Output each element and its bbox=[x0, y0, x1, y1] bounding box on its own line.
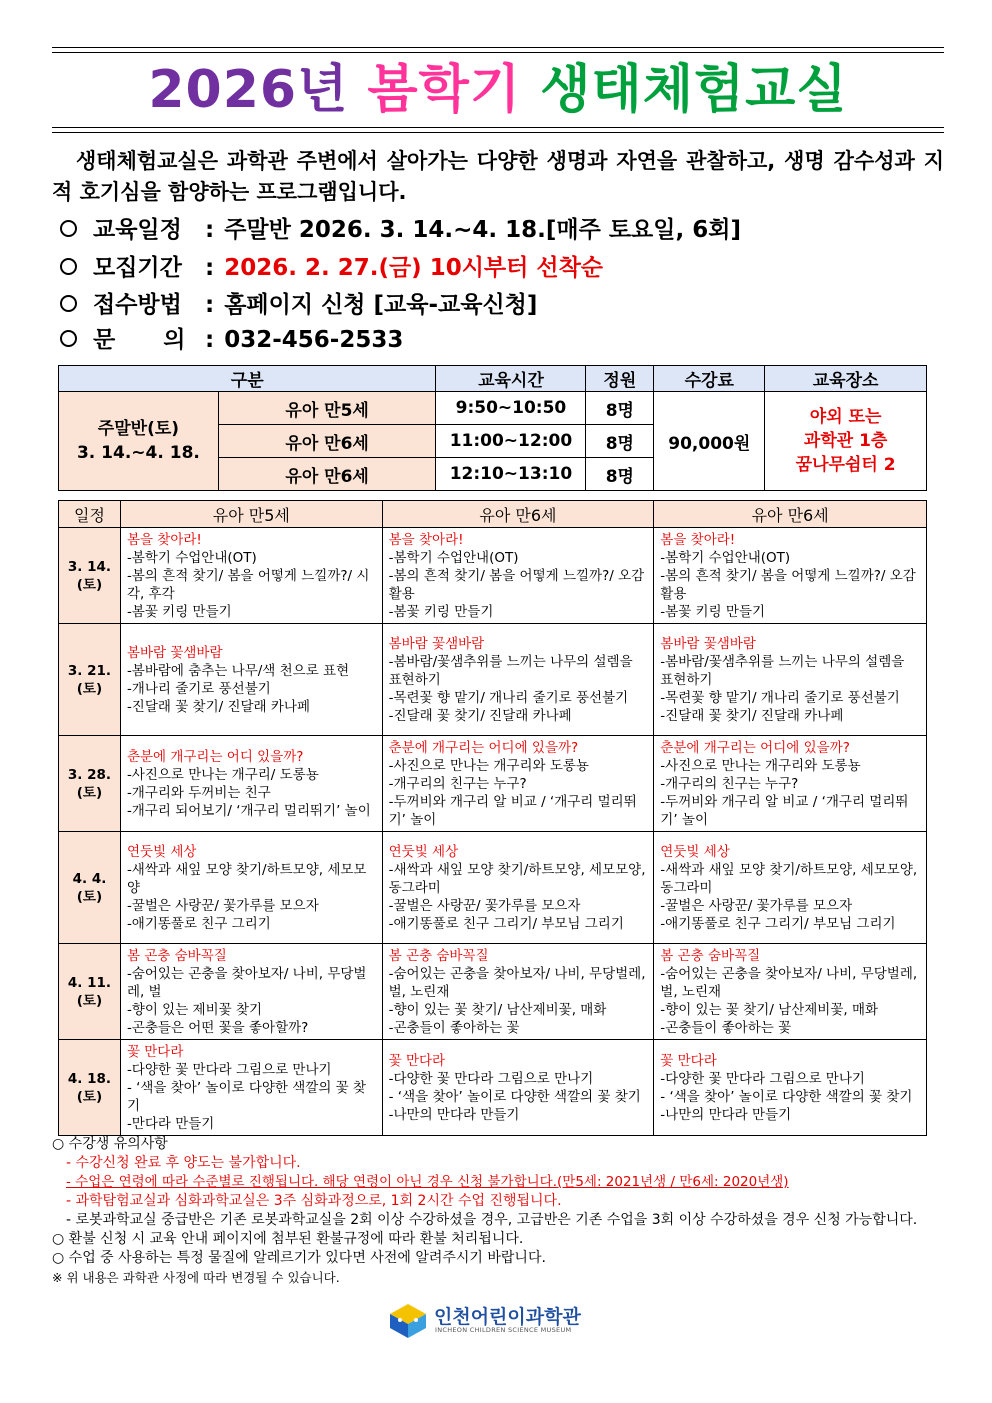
activity-line: -곤충들이 좋아하는 꽃 bbox=[660, 1019, 792, 1036]
activity-line: -목련꽃 향 맡기/ 개나리 줄기로 풍선불기 bbox=[388, 689, 629, 706]
info-recruit: 모집기간 : 2026. 2. 27.(금) 10시부터 선착순 bbox=[60, 253, 603, 283]
class-time: 12:10~13:10 bbox=[436, 458, 586, 491]
activity-line: -꿀벌은 사랑꾼/ 꽃가루를 모으자 bbox=[660, 897, 853, 914]
activity-line: -곤충들이 좋아하는 꽃 bbox=[388, 1019, 520, 1036]
title-program: 생태체험교실 bbox=[540, 60, 848, 120]
schedule-date-day: 3. 14. bbox=[67, 558, 112, 575]
activity-line: -진달래 꽃 찾기/ 진달래 카나페 bbox=[660, 707, 844, 724]
info-schedule: 교육일정 : 주말반 2026. 3. 14.~4. 18.[매주 토요일, 6회] bbox=[60, 215, 741, 245]
info-value: 032-456-2533 bbox=[224, 327, 404, 353]
place-cell bbox=[765, 392, 927, 491]
schedule-cell bbox=[654, 944, 927, 1040]
schedule-date bbox=[59, 944, 121, 1040]
schedule-header: 유아 만6세 bbox=[654, 501, 927, 528]
activity-title: 연둣빛 세상 bbox=[660, 843, 730, 860]
schedule-row bbox=[59, 624, 927, 736]
schedule-cell bbox=[120, 736, 382, 832]
activity-title: 연둣빛 세상 bbox=[126, 843, 197, 860]
info-apply: 접수방법 : 홈페이지 신청 [교육-교육신청] bbox=[60, 290, 537, 320]
schedule-date bbox=[59, 736, 121, 832]
activity-line: - ‘색을 찾아’ 놀이로 다양한 색깔의 꽃 찾기 bbox=[388, 1088, 641, 1105]
info-contact: 문 의 : 032-456-2533 bbox=[60, 325, 403, 355]
capacity: 8명 bbox=[586, 425, 654, 458]
activity-title: 봄 곤충 숨바꼭질 bbox=[660, 947, 761, 964]
schedule-row bbox=[59, 944, 927, 1040]
activity-title: 춘분에 개구리는 어디에 있을까? bbox=[660, 739, 850, 756]
activity-line: -봄학기 수업안내(OT) bbox=[660, 549, 791, 566]
activity-line: -애기똥풀로 친구 그리기/ 부모님 그리기 bbox=[388, 915, 624, 932]
activity-title: 꽃 만다라 bbox=[660, 1052, 717, 1069]
activity-title: 꽃 만다라 bbox=[126, 1043, 184, 1060]
activity-line: -나만의 만다라 만들기 bbox=[660, 1106, 792, 1123]
circle-bullet-icon bbox=[60, 295, 77, 312]
activity-line: -새싹과 새잎 모양 찾기/하트모양, 세모모양 bbox=[126, 861, 367, 896]
circle-bullet-icon bbox=[60, 220, 77, 237]
activity-line: -개나리 줄기로 풍선불기 bbox=[126, 680, 271, 697]
activity-line: -개구리 되어보기/ ‘개구리 멀리뛰기’ 놀이 bbox=[126, 802, 371, 819]
activity-line: -꿀벌은 사랑꾼/ 꽃가루를 모으자 bbox=[126, 897, 319, 914]
note-item: - 로봇과학교실 중급반은 기존 로봇과학교실을 2회 이상 수강하셨을 경우, 고급반은 기존 수업을 3회 이상 수강하셨을 경우 신청 가능합니다. bbox=[66, 1212, 918, 1228]
schedule-header: 일정 bbox=[59, 501, 121, 528]
activity-title: 연둣빛 세상 bbox=[388, 843, 459, 860]
schedule-cell bbox=[382, 832, 654, 944]
schedule-row bbox=[59, 832, 927, 944]
summary-header: 구분 bbox=[59, 366, 436, 392]
place-line: 야외 또는 bbox=[809, 407, 882, 427]
footnote: ※ 위 내용은 과학관 사정에 따라 변경될 수 있습니다. bbox=[52, 1270, 340, 1285]
activity-line: -진달래 꽃 찾기/ 진달래 카나페 bbox=[126, 698, 311, 715]
activity-line: -향이 있는 꽃 찾기/ 남산제비꽃, 매화 bbox=[388, 1001, 607, 1018]
fee: 90,000원 bbox=[654, 392, 765, 491]
summary-header: 정원 bbox=[586, 366, 654, 392]
info-label: 문 의 bbox=[93, 327, 186, 353]
place-line: 과학관 1층 bbox=[803, 431, 888, 451]
note-extra: ○ 수업 중 사용하는 특정 물질에 알레르기가 있다면 사전에 알려주시기 바랍니다. bbox=[52, 1250, 546, 1266]
logo-name: 인천어린이과학관 bbox=[434, 1306, 581, 1328]
activity-line: -사진으로 만나는 개구리와 도롱뇽 bbox=[388, 757, 589, 774]
schedule-date bbox=[59, 528, 121, 624]
notes-heading: ○ 수강생 유의사항 bbox=[52, 1136, 168, 1152]
schedule-date-day: 4. 18. bbox=[67, 1070, 112, 1087]
schedule-date-day: 4. 11. bbox=[67, 974, 112, 991]
info-value: 홈페이지 신청 [교육-교육신청] bbox=[224, 292, 538, 318]
schedule-cell bbox=[654, 1040, 927, 1136]
schedule-row bbox=[59, 736, 927, 832]
notes-section bbox=[52, 1135, 944, 1287]
activity-line: -애기똥풀로 친구 그리기/ 부모님 그리기 bbox=[660, 915, 896, 932]
activity-line: -두꺼비와 개구리 알 비교 / ‘개구리 멀리뛰기’ 놀이 bbox=[660, 793, 909, 828]
activity-line: -봄꽃 키링 만들기 bbox=[388, 603, 494, 620]
activity-title: 봄바람 꽃샘바람 bbox=[126, 644, 223, 661]
class-time: 11:00~12:00 bbox=[436, 425, 586, 458]
activity-line: -사진으로 만나는 개구리/ 도롱뇽 bbox=[126, 766, 319, 783]
summary-table bbox=[58, 365, 927, 491]
activity-line: -새싹과 새잎 모양 찾기/하트모양, 세모모양, 동그라미 bbox=[388, 861, 646, 896]
activity-line: -다양한 꽃 만다라 그림으로 만나기 bbox=[388, 1070, 594, 1087]
page-title bbox=[52, 58, 944, 122]
schedule-cell bbox=[382, 736, 654, 832]
activity-title: 꽃 만다라 bbox=[388, 1052, 446, 1069]
activity-line: -봄바람에 춤추는 나무/색 천으로 표현 bbox=[126, 662, 350, 679]
activity-line: -봄바람/꽃샘추위를 느끼는 나무의 설렘을 표현하기 bbox=[388, 653, 633, 688]
activity-line: -봄꽃 키링 만들기 bbox=[126, 603, 232, 620]
title-rule bbox=[52, 127, 944, 128]
title-year: 2026년 bbox=[148, 60, 349, 120]
activity-line: -만다라 만들기 bbox=[126, 1115, 215, 1132]
schedule-cell bbox=[120, 528, 382, 624]
activity-line: - ‘색을 찾아’ 놀이로 다양한 색깔의 꽃 찾기 bbox=[660, 1088, 913, 1105]
info-value: 2026. 2. 27.(금) 10시부터 선착순 bbox=[224, 255, 604, 281]
schedule-cell bbox=[654, 736, 927, 832]
schedule-header: 유아 만5세 bbox=[120, 501, 382, 528]
activity-line: -봄의 흔적 찾기/ 봄을 어떻게 느낄까?/ 오감 활용 bbox=[388, 567, 645, 602]
age-group: 유아 만6세 bbox=[218, 425, 436, 458]
schedule-cell bbox=[120, 1040, 382, 1136]
note-item: - 수강신청 완료 후 양도는 불가합니다. bbox=[66, 1155, 301, 1171]
schedule-row bbox=[59, 528, 927, 624]
activity-line: -개구리와 두꺼비는 친구 bbox=[126, 784, 271, 801]
schedule-cell bbox=[120, 624, 382, 736]
age-group: 유아 만6세 bbox=[218, 458, 436, 491]
capacity: 8명 bbox=[586, 392, 654, 425]
schedule-cell bbox=[120, 944, 382, 1040]
activity-line: -두꺼비와 개구리 알 비교 / ‘개구리 멀리뛰기’ 놀이 bbox=[388, 793, 637, 828]
activity-line: - ‘색을 찾아’ 놀이로 다양한 색깔의 꽃 찾기 bbox=[126, 1079, 367, 1114]
activity-line: -숨어있는 곤충을 찾아보자/ 나비, 무당벌레, 벌, 노린재 bbox=[388, 965, 646, 1000]
schedule-row bbox=[59, 1040, 927, 1136]
class-dates: 3. 14.~4. 18. bbox=[76, 443, 200, 463]
title-rule-inner bbox=[52, 132, 944, 133]
summary-header: 교육장소 bbox=[765, 366, 927, 392]
schedule-date bbox=[59, 1040, 121, 1136]
activity-line: -봄의 흔적 찾기/ 봄을 어떻게 느낄까?/ 시각, 후각 bbox=[126, 567, 370, 602]
activity-line: -봄의 흔적 찾기/ 봄을 어떻게 느낄까?/ 오감 활용 bbox=[660, 567, 916, 602]
activity-title: 봄을 찾아라! bbox=[660, 531, 736, 548]
logo-subtitle: INCHEON CHILDREN SCIENCE MUSEUM bbox=[435, 1326, 572, 1334]
info-label: 접수방법 bbox=[93, 292, 182, 318]
schedule-date-weekday: (토) bbox=[76, 888, 103, 905]
summary-header: 수강료 bbox=[654, 366, 765, 392]
activity-line: -진달래 꽃 찾기/ 진달래 카나페 bbox=[388, 707, 572, 724]
museum-logo-icon bbox=[386, 1300, 430, 1340]
info-label: 교육일정 bbox=[93, 217, 182, 243]
activity-title: 봄바람 꽃샘바람 bbox=[388, 635, 485, 652]
activity-line: -목련꽃 향 맡기/ 개나리 줄기로 풍선불기 bbox=[660, 689, 900, 706]
activity-line: -새싹과 새잎 모양 찾기/하트모양, 세모모양, 동그라미 bbox=[660, 861, 918, 896]
activity-title: 봄 곤충 숨바꼭질 bbox=[126, 947, 227, 964]
class-cell bbox=[59, 392, 219, 491]
activity-line: -봄꽃 키링 만들기 bbox=[660, 603, 766, 620]
note-extra: ○ 환불 신청 시 교육 안내 페이지에 첨부된 환불규정에 따라 환불 처리됩니다. bbox=[52, 1231, 524, 1247]
schedule-cell bbox=[654, 528, 927, 624]
schedule-cell bbox=[382, 1040, 654, 1136]
activity-line: -개구리의 친구는 누구? bbox=[660, 775, 799, 792]
schedule-date bbox=[59, 832, 121, 944]
schedule-date-day: 3. 21. bbox=[67, 662, 112, 679]
activity-title: 봄 곤충 숨바꼭질 bbox=[388, 947, 489, 964]
top-rule-inner bbox=[52, 52, 944, 53]
schedule-date-weekday: (토) bbox=[76, 1088, 103, 1105]
summary-header-row bbox=[59, 366, 927, 392]
activity-title: 춘분에 개구리는 어디에 있을까? bbox=[388, 739, 579, 756]
note-item: - 수업은 연령에 따라 수준별로 진행됩니다. 해당 연령이 아닌 경우 신청 불가합니다.(만5세: 2021년생 / 만6세: 2020년생) bbox=[66, 1174, 789, 1190]
schedule-date-weekday: (토) bbox=[76, 784, 103, 801]
activity-line: -향이 있는 제비꽃 찾기 bbox=[126, 1001, 263, 1018]
activity-line: -봄학기 수업안내(OT) bbox=[126, 549, 257, 566]
activity-line: -숨어있는 곤충을 찾아보자/ 나비, 무당벌레, 벌, 노린재 bbox=[660, 965, 918, 1000]
top-rule bbox=[52, 47, 944, 48]
circle-bullet-icon bbox=[60, 330, 77, 347]
schedule-date-weekday: (토) bbox=[76, 992, 103, 1009]
summary-header: 교육시간 bbox=[436, 366, 586, 392]
activity-line: -곤충들은 어떤 꽃을 좋아할까? bbox=[126, 1019, 309, 1036]
activity-line: -다양한 꽃 만다라 그림으로 만나기 bbox=[660, 1070, 865, 1087]
class-name: 주말반(토) bbox=[97, 419, 180, 439]
schedule-date bbox=[59, 624, 121, 736]
activity-line: -나만의 만다라 만들기 bbox=[388, 1106, 520, 1123]
schedule-date-weekday: (토) bbox=[76, 680, 103, 697]
schedule-date-day: 3. 28. bbox=[67, 766, 112, 783]
activity-line: -숨어있는 곤충을 찾아보자/ 나비, 무당벌레, 벌 bbox=[126, 965, 367, 1000]
capacity: 8명 bbox=[586, 458, 654, 491]
activity-line: -애기똥풀로 친구 그리기 bbox=[126, 915, 271, 932]
circle-bullet-icon bbox=[60, 258, 77, 275]
activity-line: -향이 있는 꽃 찾기/ 남산제비꽃, 매화 bbox=[660, 1001, 879, 1018]
age-group: 유아 만5세 bbox=[218, 392, 436, 425]
schedule-date-day: 4. 4. bbox=[72, 870, 107, 887]
schedule-cell bbox=[382, 944, 654, 1040]
note-item: - 과학탐험교실과 심화과학교실은 3주 심화과정으로, 1회 2시간 수업 진행됩니다. bbox=[66, 1193, 562, 1209]
schedule-header: 유아 만6세 bbox=[382, 501, 654, 528]
schedule-header-row bbox=[59, 501, 927, 528]
activity-title: 봄바람 꽃샘바람 bbox=[660, 635, 756, 652]
activity-line: -개구리의 친구는 누구? bbox=[388, 775, 527, 792]
class-time: 9:50~10:50 bbox=[436, 392, 586, 425]
place-line: 꿈나무쉼터 2 bbox=[795, 455, 896, 475]
schedule-cell bbox=[382, 528, 654, 624]
intro-text: 생태체험교실은 과학관 주변에서 살아가는 다양한 생명과 자연을 관찰하고, 생명 감수성과 지적 호기심을 함양하는 프로그램입니다. bbox=[52, 149, 944, 204]
schedule-date-weekday: (토) bbox=[76, 576, 103, 593]
schedule-cell bbox=[654, 832, 927, 944]
activity-title: 봄을 찾아라! bbox=[126, 531, 202, 548]
info-label: 모집기간 bbox=[93, 255, 182, 281]
schedule-cell bbox=[654, 624, 927, 736]
museum-logo bbox=[386, 1300, 581, 1340]
info-value: 주말반 2026. 3. 14.~4. 18.[매주 토요일, 6회] bbox=[224, 217, 741, 243]
schedule-cell bbox=[382, 624, 654, 736]
activity-line: -봄바람/꽃샘추위를 느끼는 나무의 설렘을 표현하기 bbox=[660, 653, 905, 688]
activity-line: -꿀벌은 사랑꾼/ 꽃가루를 모으자 bbox=[388, 897, 581, 914]
activity-line: -봄학기 수업안내(OT) bbox=[388, 549, 519, 566]
activity-title: 춘분에 개구리는 어디 있을까? bbox=[126, 748, 304, 765]
title-semester: 봄학기 bbox=[367, 60, 522, 120]
activity-line: -사진으로 만나는 개구리와 도롱뇽 bbox=[660, 757, 861, 774]
activity-title: 봄을 찾아라! bbox=[388, 531, 464, 548]
summary-row bbox=[59, 392, 927, 425]
activity-line: -다양한 꽃 만다라 그림으로 만나기 bbox=[126, 1061, 332, 1078]
schedule-table bbox=[58, 500, 927, 1136]
schedule-cell bbox=[120, 832, 382, 944]
